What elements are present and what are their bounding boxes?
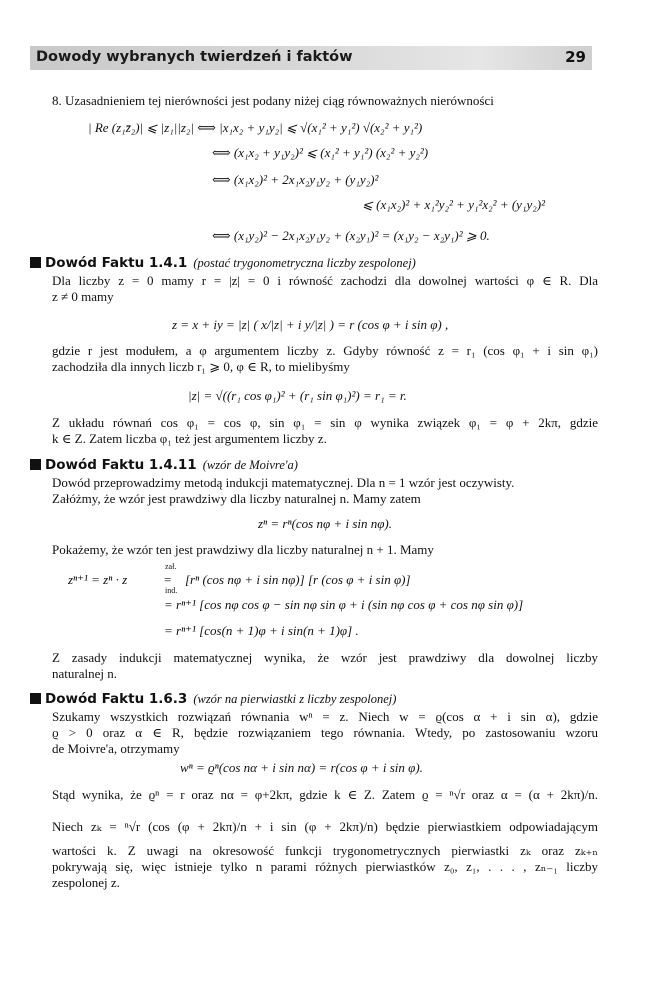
text-line: Dowód przeprowadzimy metodą indukcji matematycznej. Dla n = 1 wzór jest oczywisty. <box>52 475 515 490</box>
text-line: de Moivre'a, otrzymamy <box>52 741 180 756</box>
equation: zⁿ = rⁿ(cos nφ + i sin nφ). <box>258 516 393 531</box>
proof-heading-1-4-1: Dowód Faktu 1.4.1 (postać trygonometryczna liczby zespolonej) <box>30 255 416 271</box>
text-line: gdzie r jest modułem, a φ argumentem liczby z. Gdyby równość z = r₁ (cos φ₁ + i sin φ₁) <box>52 343 598 358</box>
text-line: naturalnej n. <box>52 666 117 681</box>
running-header <box>30 46 592 70</box>
chapter-title: Dowody wybranych twierdzeń i faktów <box>36 49 353 65</box>
equation: ⟺ (x₁x₂ + y₁y₂)² ⩽ (x₁² + y₁²) (x₂² + y₂²) <box>212 145 429 160</box>
assumption-label: zał. <box>165 562 177 571</box>
equation: ⩽ (x₁x₂)² + x₁²y₂² + y₁²x₂² + (y₁y₂)² <box>362 197 545 212</box>
page-number: 29 <box>565 48 586 66</box>
equation: = rⁿ⁺¹ [cos nφ cos φ − sin nφ sin φ + i (sin nφ cos φ + cos nφ sin φ)] <box>164 597 524 612</box>
square-bullet-icon <box>30 257 41 268</box>
text-line: Z układu równań cos φ₁ = cos φ, sin φ₁ = sin φ wynika związek φ₁ = φ + 2kπ, gdzie <box>52 415 598 430</box>
item-8-intro: 8. Uzasadnieniem tej nierówności jest podany niżej ciąg równoważnych nierówności <box>52 93 494 108</box>
equation: ⟺ (x₁x₂)² + 2x₁x₂y₁y₂ + (y₁y₂)² <box>212 172 379 187</box>
text-line: ϱ > 0 oraz α ∈ R, będzie rozwiązaniem tego równania. Wtedy, po zastosowaniu wzoru <box>52 725 598 740</box>
text-line: Stąd wynika, że ϱⁿ = r oraz nα = φ+2kπ, gdzie k ∈ Z. Zatem ϱ = ⁿ√r oraz α = (α + 2kπ)/n. <box>52 787 598 802</box>
equation: = rⁿ⁺¹ [cos(n + 1)φ + i sin(n + 1)φ] . <box>164 623 359 638</box>
text-line: Załóżmy, że wzór jest prawdziwy dla liczby naturalnej n. Mamy zatem <box>52 491 421 506</box>
equation: zⁿ⁺¹ = zⁿ · z <box>68 572 128 587</box>
text-line: wartości k. Z uwagi na okresowość funkcji trygonometrycznych pierwiastki zₖ oraz zₖ₊ₙ <box>52 843 598 858</box>
equation: |z| = √((r₁ cos φ₁)² + (r₁ sin φ₁)²) = r₁ = r. <box>188 388 407 403</box>
text-line: Szukamy wszystkich rozwiązań równania wⁿ = z. Niech w = ϱ(cos α + i sin α), gdzie <box>52 709 598 724</box>
equation: | Re (z₁z̄₂)| ⩽ |z₁||z₂| ⟺ |x₁x₂ + y₁y₂| ⩽ √(x₁² + y₁²) √(x₂² + y₁²) <box>88 120 423 135</box>
square-bullet-icon <box>30 693 41 704</box>
text-line: zachodziła dla innych liczb r₁ ⩾ 0, φ ∈ R, to mielibyśmy <box>52 359 350 374</box>
text-line: Z zasady indukcji matematycznej wynika, że wzór jest prawdziwy dla dowolnej liczby <box>52 650 598 665</box>
equation: wⁿ = ϱⁿ(cos nα + i sin nα) = r(cos φ + i sin φ). <box>180 760 423 775</box>
text-line: Pokażemy, że wzór ten jest prawdziwy dla liczby naturalnej n + 1. Mamy <box>52 542 434 557</box>
text-line: Niech zₖ = ⁿ√r (cos (φ + 2kπ)/n + i sin (φ + 2kπ)/n) będzie pierwiastkiem odpowiadającym <box>52 819 598 834</box>
equation: z = x + iy = |z| ( x/|z| + i y/|z| ) = r (cos φ + i sin φ) , <box>172 317 449 332</box>
text-line: Dla liczby z = 0 mamy r = |z| = 0 i równość zachodzi dla dowolnej wartości φ ∈ R. Dla <box>52 273 598 288</box>
text-line: pokrywają się, więc istnieje tylko n parami różnych pierwiastków z₀, z₁, . . . , zₙ₋₁ liczby <box>52 859 598 874</box>
equals-sign: = <box>164 572 172 587</box>
text-line: z ≠ 0 mamy <box>52 289 114 304</box>
proof-heading-1-6-3: Dowód Faktu 1.6.3 (wzór na pierwiastki z liczby zespolonej) <box>30 691 396 707</box>
equation: ⟺ (x₁y₂)² − 2x₁x₂y₁y₂ + (x₂y₁)² = (x₁y₂ − x₂y₁)² ⩾ 0. <box>212 228 490 243</box>
square-bullet-icon <box>30 459 41 470</box>
proof-heading-1-4-11: Dowód Faktu 1.4.11 (wzór de Moivre'a) <box>30 457 298 473</box>
equation: [rⁿ (cos nφ + i sin nφ)] [r (cos φ + i sin φ)] <box>185 572 411 587</box>
text-line: zespolonej z. <box>52 875 120 890</box>
text-line: k ∈ Z. Zatem liczba φ₁ też jest argumentem liczby z. <box>52 431 327 446</box>
induction-label: ind. <box>165 586 178 595</box>
